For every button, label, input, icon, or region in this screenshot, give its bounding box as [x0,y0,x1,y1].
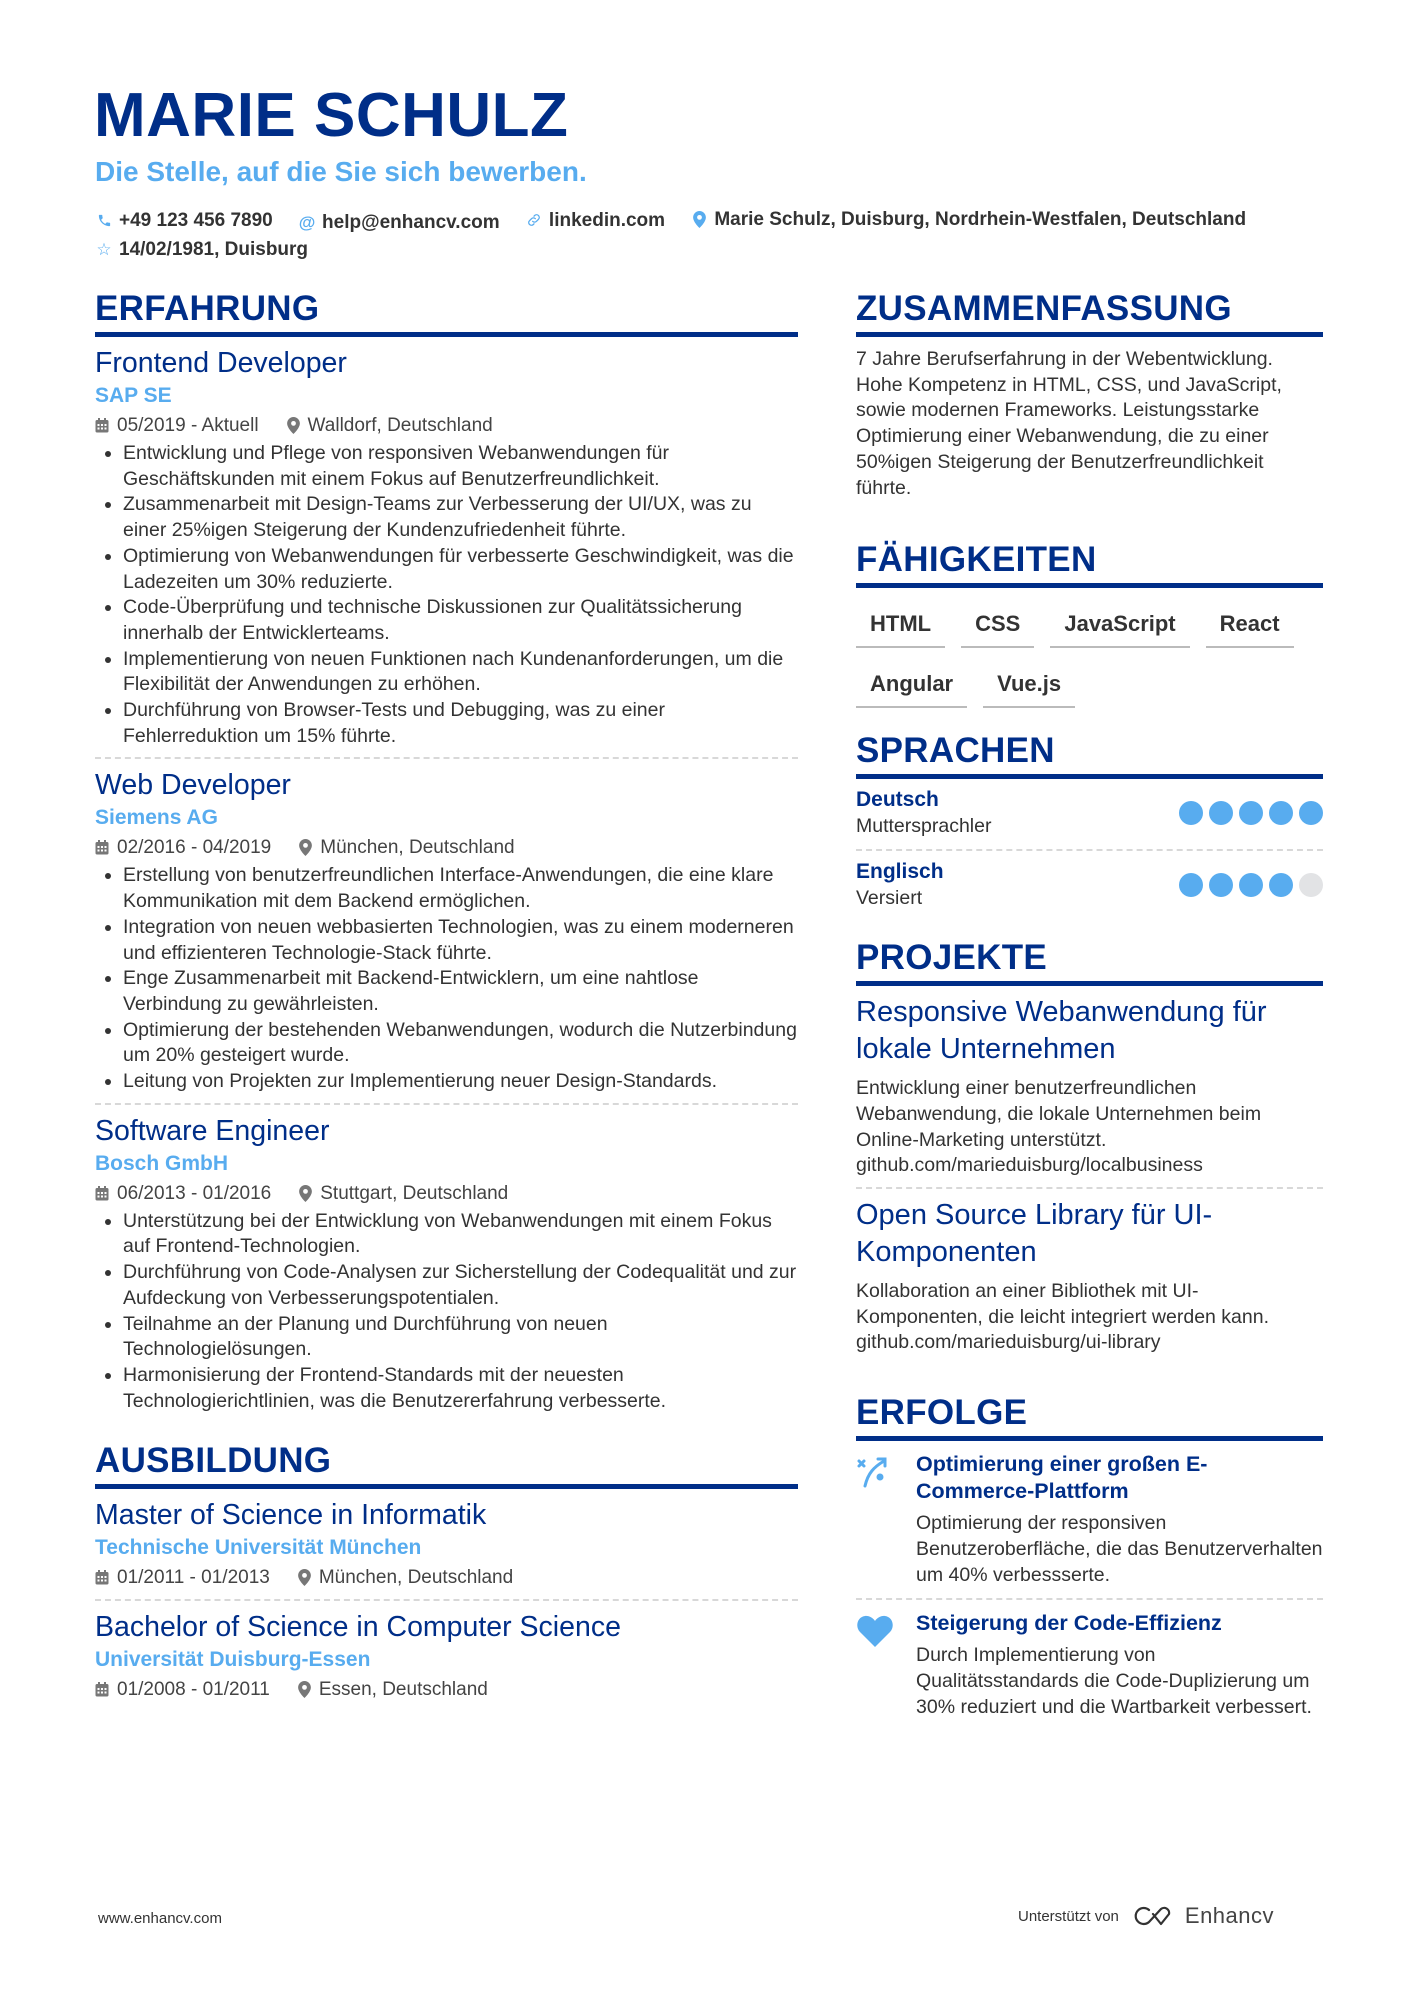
job-role: Web Developer [95,769,291,802]
languages-section [856,730,1323,921]
entry-dates: 01/2011 - 01/2013 [117,1567,270,1589]
summary-section [856,288,1323,501]
candidate-name: MARIE SCHULZ [94,81,569,150]
footer-website[interactable]: www.enhancv.com [98,1910,222,1927]
entry-dates: 05/2019 - Aktuell [117,415,259,436]
company-name: SAP SE [95,384,172,407]
achievement-item [856,1441,1323,1598]
experience-entry [95,337,798,757]
contact-address: Marie Schulz, Duisburg, Nordrhein-Westfalen, Deutschland [690,206,1246,233]
projects-section [856,937,1323,1364]
education-entry [95,1489,798,1599]
contact-birth: ☆ 14/02/1981, Duisburg [95,236,308,263]
calendar-icon [95,1570,109,1585]
calendar-icon [95,1682,109,1697]
section-title-summary: ZUSAMMENFASSUNG [856,288,1323,337]
powered-by-label: Unterstützt von [1018,1907,1119,1925]
at-icon: @ [298,213,316,232]
proficiency-dot-filled [1209,873,1233,897]
bullet-item: • Erstellung von benutzerfreundlichen Interface-Anwendungen, die eine klare Kommunikation mit dem Backend ermöglichen. [123,863,798,914]
proficiency-dot-filled [1239,873,1263,897]
entry-location: Stuttgart, Deutschland [320,1182,509,1204]
languages-list [856,779,1323,921]
project-entry [856,986,1323,1187]
experience-list [95,337,798,1422]
bullet-item: • Enge Zusammenarbeit mit Backend-Entwicklern, um eine nahtlose Verbindung zu gewährleisten. [123,966,798,1017]
section-title-achievements: ERFOLGE [856,1392,1323,1441]
section-title-projects: PROJEKTE [856,937,1323,986]
entry-location: Essen, Deutschland [318,1679,488,1701]
achievement-bullets [95,863,798,1094]
skill-tag: Angular [856,664,967,708]
job-title: Die Stelle, auf die Sie sich bewerben. [95,156,587,187]
entry-meta [95,1564,798,1591]
bullet-item: • Entwicklung und Pflege von responsiven Webanwendungen für Geschäftskunden mit einem Fokus auf Benutzerfreundlichkeit. [123,441,798,492]
proficiency-dot-filled [1209,801,1233,825]
bullet-item: • Optimierung von Webanwendungen für verbesserte Geschwindigkeit, was die Ladezeiten um 30% reduzierte. [123,544,798,595]
entry-dates: 02/2016 - 04/2019 [117,837,272,859]
bullet-item: • Unterstützung bei der Entwicklung von Webanwendungen mit einem Fokus auf Frontend-Technologien. [123,1209,798,1260]
language-item [856,849,1323,921]
language-name: Deutsch [856,788,939,812]
section-title-education: AUSBILDUNG [95,1440,798,1489]
company-name: Siemens AG [95,806,218,830]
job-role: Frontend Developer [95,347,347,379]
proficiency-dot-filled [1179,873,1203,897]
skill-tag: JavaScript [1050,604,1189,648]
language-text [856,787,991,839]
achievement-bullets [95,441,798,749]
language-level: Versiert [856,887,923,910]
skill-tag: CSS [961,604,1034,648]
entry-location: München, Deutschland [318,1567,514,1589]
experience-entry [95,1103,798,1423]
heart-icon [856,1610,916,1720]
achievements-list [856,1441,1323,1730]
contact-linkedin[interactable]: linkedin.com [525,207,665,234]
location-icon [287,417,300,434]
enhancv-logo-icon [1131,1904,1177,1928]
achievement-title: Steigerung der Code-Effizienz [916,1611,1222,1636]
degree-name: Master of Science in Informatik [95,1499,487,1532]
proficiency-dot-filled [1179,801,1203,825]
achievement-body [916,1451,1323,1588]
entry-meta [95,1180,798,1207]
entry-meta [95,1676,798,1703]
company-name: Bosch GmbH [95,1151,229,1175]
skill-tag: Vue.js [983,664,1075,708]
project-entry [856,1187,1323,1364]
bullet-item: • Implementierung von neuen Funktionen nach Kundenanforderungen, um die Flexibilität der Anwendungen zu erhöhen. [123,647,798,698]
project-title: Open Source Library für UI-Komponenten [856,1199,1213,1269]
location-icon [298,1681,311,1698]
calendar-icon [95,840,109,855]
link-icon [525,212,543,228]
entry-dates: 06/2013 - 01/2016 [117,1182,272,1204]
bullet-item: • Durchführung von Browser-Tests und Debugging, was zu einer Fehlerreduktion um 15% führte. [123,698,798,749]
language-item [856,779,1323,849]
project-title: Responsive Webanwendung für lokale Unternehmen [856,996,1267,1066]
skills-list [856,604,1323,724]
degree-name: Bachelor of Science in Computer Science [95,1611,621,1644]
star-icon: ☆ [96,240,112,259]
proficiency-dot-empty [1299,873,1323,897]
contact-info [95,206,1335,263]
school-name: Universität Duisburg-Essen [95,1648,371,1672]
education-entry [95,1599,798,1711]
entry-meta [95,834,798,861]
calendar-icon [95,418,109,433]
section-title-experience: ERFAHRUNG [95,288,798,337]
achievement-title: Optimierung einer großen E-Commerce-Plattform [916,1452,1208,1504]
location-icon [690,211,708,228]
achievement-description: Durch Implementierung von Qualitätsstandards die Code-Duplizierung um 30% reduziert und die Wartbarkeit verbessert. [916,1644,1312,1718]
skill-tag: HTML [856,604,945,648]
achievement-item [856,1598,1323,1730]
proficiency-dot-filled [1269,873,1293,897]
right-column [856,288,1323,1730]
entry-location: München, Deutschland [320,837,515,859]
skills-section [856,539,1323,724]
job-role: Software Engineer [95,1114,330,1147]
summary-text: 7 Jahre Berufserfahrung in der Webentwicklung. Hohe Kompetenz in HTML, CSS, und JavaScript, sowie modernen Frameworks. Leistungsstarke Optimierung einer Webanwendung, die zu einer 50%igen Steigerung der Benutzerfreundlichkeit führte. [856,348,1282,499]
contact-phone: +49 123 456 7890 [95,207,273,234]
location-icon [298,1569,311,1586]
language-name: Englisch [856,860,944,884]
bullet-item: • Durchführung von Code-Analysen zur Sicherstellung der Codequalität und zur Aufdeckung von Verbesserungspotentialen. [123,1260,798,1311]
calendar-icon [95,1186,109,1201]
school-name: Technische Universität München [95,1536,422,1560]
footer-branding [1018,1903,1274,1929]
skill-tag: React [1206,604,1294,648]
section-title-skills: FÄHIGKEITEN [856,539,1323,588]
achievements-section [856,1392,1323,1730]
proficiency-dots [1173,873,1323,897]
contact-email[interactable]: @ help@enhancv.com [298,209,500,236]
projects-list [856,986,1323,1364]
project-description: Kollaboration an einer Bibliothek mit UI-Komponenten, die leicht integriert werden kann. github.com/marieduisburg/ui-library [856,1280,1270,1354]
enhancv-brand: Enhancv [1184,1903,1275,1928]
language-text [856,859,944,911]
entry-meta [95,412,798,439]
entry-location: Walldorf, Deutschland [307,415,493,436]
bullet-item: • Teilnahme an der Planung und Durchführung von neuen Technologielösungen. [123,1312,798,1363]
experience-section [95,288,798,1422]
phone-icon [95,213,113,228]
achievement-bullets [95,1209,798,1415]
section-title-languages: SPRACHEN [856,730,1323,779]
bullet-item: • Zusammenarbeit mit Design-Teams zur Verbesserung der UI/UX, was zu einer 25%igen Steigerung der Kundenzufriedenheit führte. [123,492,798,543]
proficiency-dot-filled [1299,801,1323,825]
education-list [95,1489,798,1711]
education-section [95,1440,798,1711]
bullet-item: • Harmonisierung der Frontend-Standards mit der neuesten Technologierichtlinien, was die Benutzererfahrung verbesserte. [123,1363,798,1414]
bullet-item: • Integration von neuen webbasierten Technologien, was zu einem moderneren und effizienteren Technologie-Stack führte. [123,915,798,966]
project-description: Entwicklung einer benutzerfreundlichen Webanwendung, die lokale Unternehmen beim Online-Marketing unterstützt. github.com/marieduisburg/localbusiness [856,1077,1262,1177]
proficiency-dot-filled [1239,801,1263,825]
bullet-item: • Optimierung der bestehenden Webanwendungen, wodurch die Nutzerbindung um 20% gesteigert wurde. [123,1018,798,1069]
location-icon [299,839,312,856]
language-level: Muttersprachler [856,815,992,838]
experience-entry [95,757,798,1102]
strategy-icon [856,1451,916,1588]
bullet-item: • Leitung von Projekten zur Implementierung neuer Design-Standards. [123,1069,798,1095]
achievement-body [916,1610,1323,1720]
entry-dates: 01/2008 - 01/2011 [117,1679,270,1701]
achievement-description: Optimierung der responsiven Benutzeroberfläche, die das Benutzerverhalten um 40% verbessserte. [916,1512,1323,1586]
proficiency-dot-filled [1269,801,1293,825]
proficiency-dots [1173,801,1323,825]
left-column [95,288,798,1711]
location-icon [299,1185,312,1202]
bullet-item: • Code-Überprüfung und technische Diskussionen zur Qualitätssicherung innerhalb der Entwicklerteams. [123,595,798,646]
